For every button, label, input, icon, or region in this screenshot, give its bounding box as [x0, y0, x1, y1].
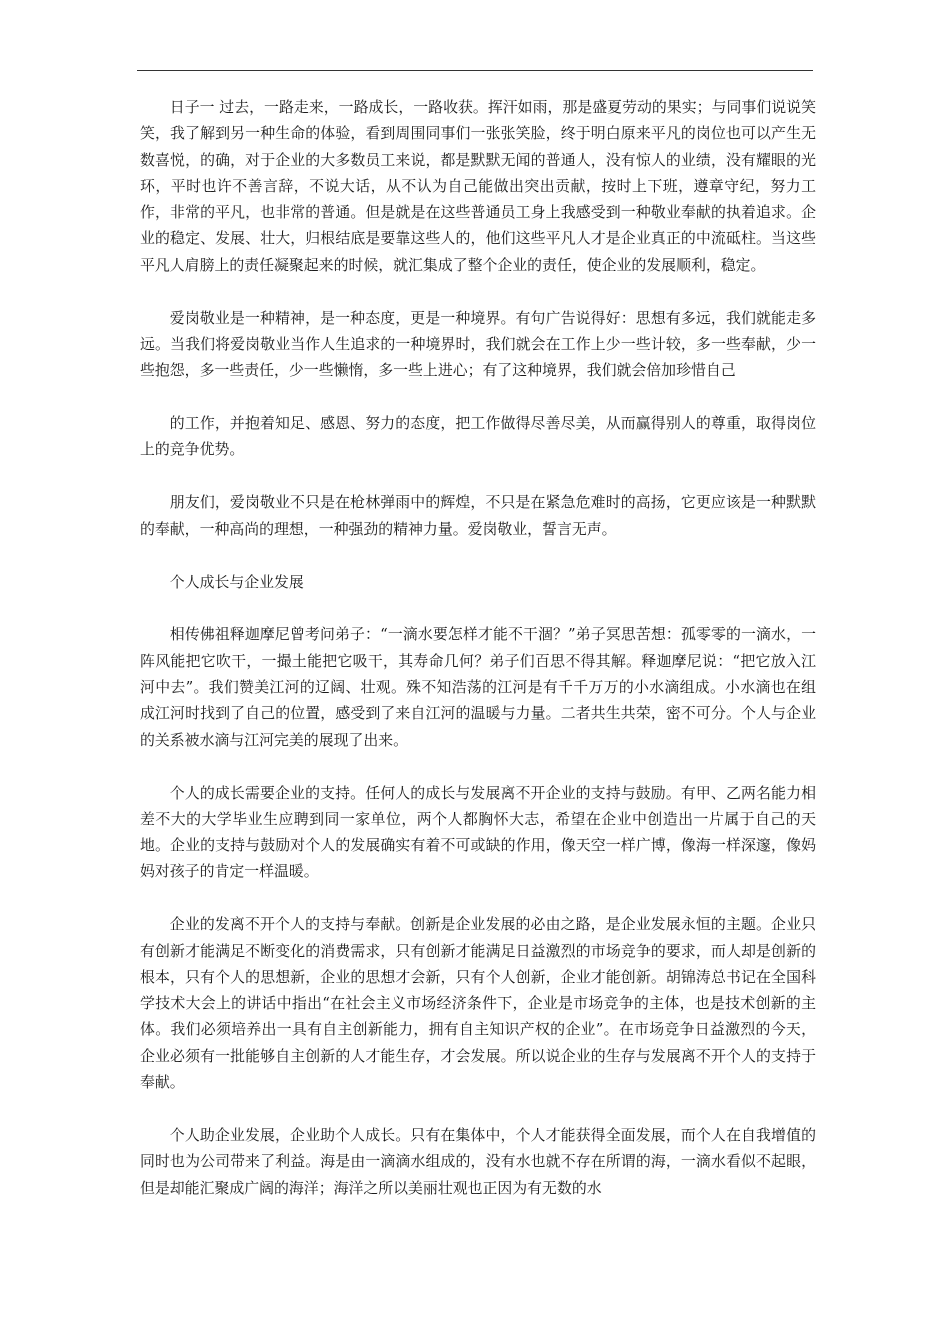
paragraph: 个人助企业发展，企业助个人成长。只有在集体中，个人才能获得全面发展，而个人在自我增值的同时也为公司带来了利益。海是由一滴滴水组成的，没有水也就不存在所谓的海，一滴水看似不起眼，但是却能汇聚成广阔的海洋；海洋之所以美丽壮观也正因为有无数的水	[140, 1125, 816, 1197]
section-heading: 个人成长与企业发展	[169, 572, 304, 591]
header-rule	[137, 70, 813, 71]
paragraph: 爱岗敬业是一种精神，是一种态度，更是一种境界。有句广告说得好：思想有多远，我们就能走多远。当我们将爱岗敬业当作人生追求的一种境界时，我们就会在工作上少一些计较，多一些奉献，少一些抱怨，多一些责任，少一些懒惰，多一些上进心；有了这种境界，我们就会倍加珍惜自己	[140, 308, 816, 380]
paragraph: 个人的成长需要企业的支持。任何人的成长与发展离不开企业的支持与鼓励。有甲、乙两名能力相差不大的大学毕业生应聘到同一家单位，两个人都胸怀大志，希望在企业中创造出一片属于自己的天地。企业的支持与鼓励对个人的发展确实有着不可或缺的作用，像天空一样广博，像海一样深邃，像妈妈对孩子的肯定一样温暖。	[140, 783, 816, 881]
paragraph: 企业的发离不开个人的支持与奉献。创新是企业发展的必由之路，是企业发展永恒的主题。企业只有创新才能满足不断变化的消费需求，只有创新才能满足日益激烈的市场竞争的要求，而人却是创新的根本，只有个人的思想新，企业的思想才会新，只有个人创新，企业才能创新。胡锦涛总书记在全国科学技术大会上的讲话中指出“在社会主义市场经济条件下，企业是市场竞争的主体，也是技术创新的主体。我们必须培养出一具有自主创新能力，拥有自主知识产权的企业”。在市场竞争日益激烈的今天，企业必须有一批能够自主创新的人才能生存，才会发展。所以说企业的生存与发展离不开个人的支持于奉献。	[140, 915, 816, 1092]
document-body	[140, 94, 816, 1227]
paragraph: 的工作，并抱着知足、感恩、努力的态度，把工作做得尽善尽美，从而赢得别人的尊重，取得岗位上的竞争优势。	[140, 414, 816, 459]
paragraph: 日子一 过去，一路走来，一路成长，一路收获。挥汗如雨，那是盛夏劳动的果实；与同事们说说笑笑，我了解到另一种生命的体验，看到周围同事们一张张笑脸，终于明白原来平凡的岗位也可以产生无数喜悦，的确，对于企业的大多数员工来说，都是默默无闻的普通人，没有惊人的业绩，没有耀眼的光环，平时也许不善言辞，不说大话，从不认为自己能做出突出贡献，按时上下班，遵章守纪，努力工作，非常的平凡，也非常的普通。但是就是在这些普通员工身上我感受到一种敬业奉献的执着追求。企业的稳定、发展、壮大，归根结底是要靠这些人的，他们这些平凡人才是企业真正的中流砥柱。当这些平凡人肩膀上的责任凝聚起来的时候，就汇集成了整个企业的责任，使企业的发展顺利，稳定。	[140, 98, 816, 274]
paragraph: 朋友们，爱岗敬业不只是在枪林弹雨中的辉煌，不只是在紧急危难时的高扬，它更应该是一种默默的奉献，一种高尚的理想，一种强劲的精神力量。爱岗敬业，誓言无声。	[140, 493, 816, 538]
paragraph: 相传佛祖释迦摩尼曾考问弟子：“一滴水要怎样才能不干涸？”弟子冥思苦想：孤零零的一滴水，一阵风能把它吹干，一撮土能把它吸干，其寿命几何？弟子们百思不得其解。释迦摩尼说：“把它放入江河中去”。我们赞美江河的辽阔、壮观。殊不知浩荡的江河是有千千万万的小水滴组成。小水滴也在组成江河时找到了自己的位置，感受到了来自江河的温暖与力量。二者共生共荣，密不可分。个人与企业的关系被水滴与江河完美的展现了出来。	[140, 625, 816, 749]
